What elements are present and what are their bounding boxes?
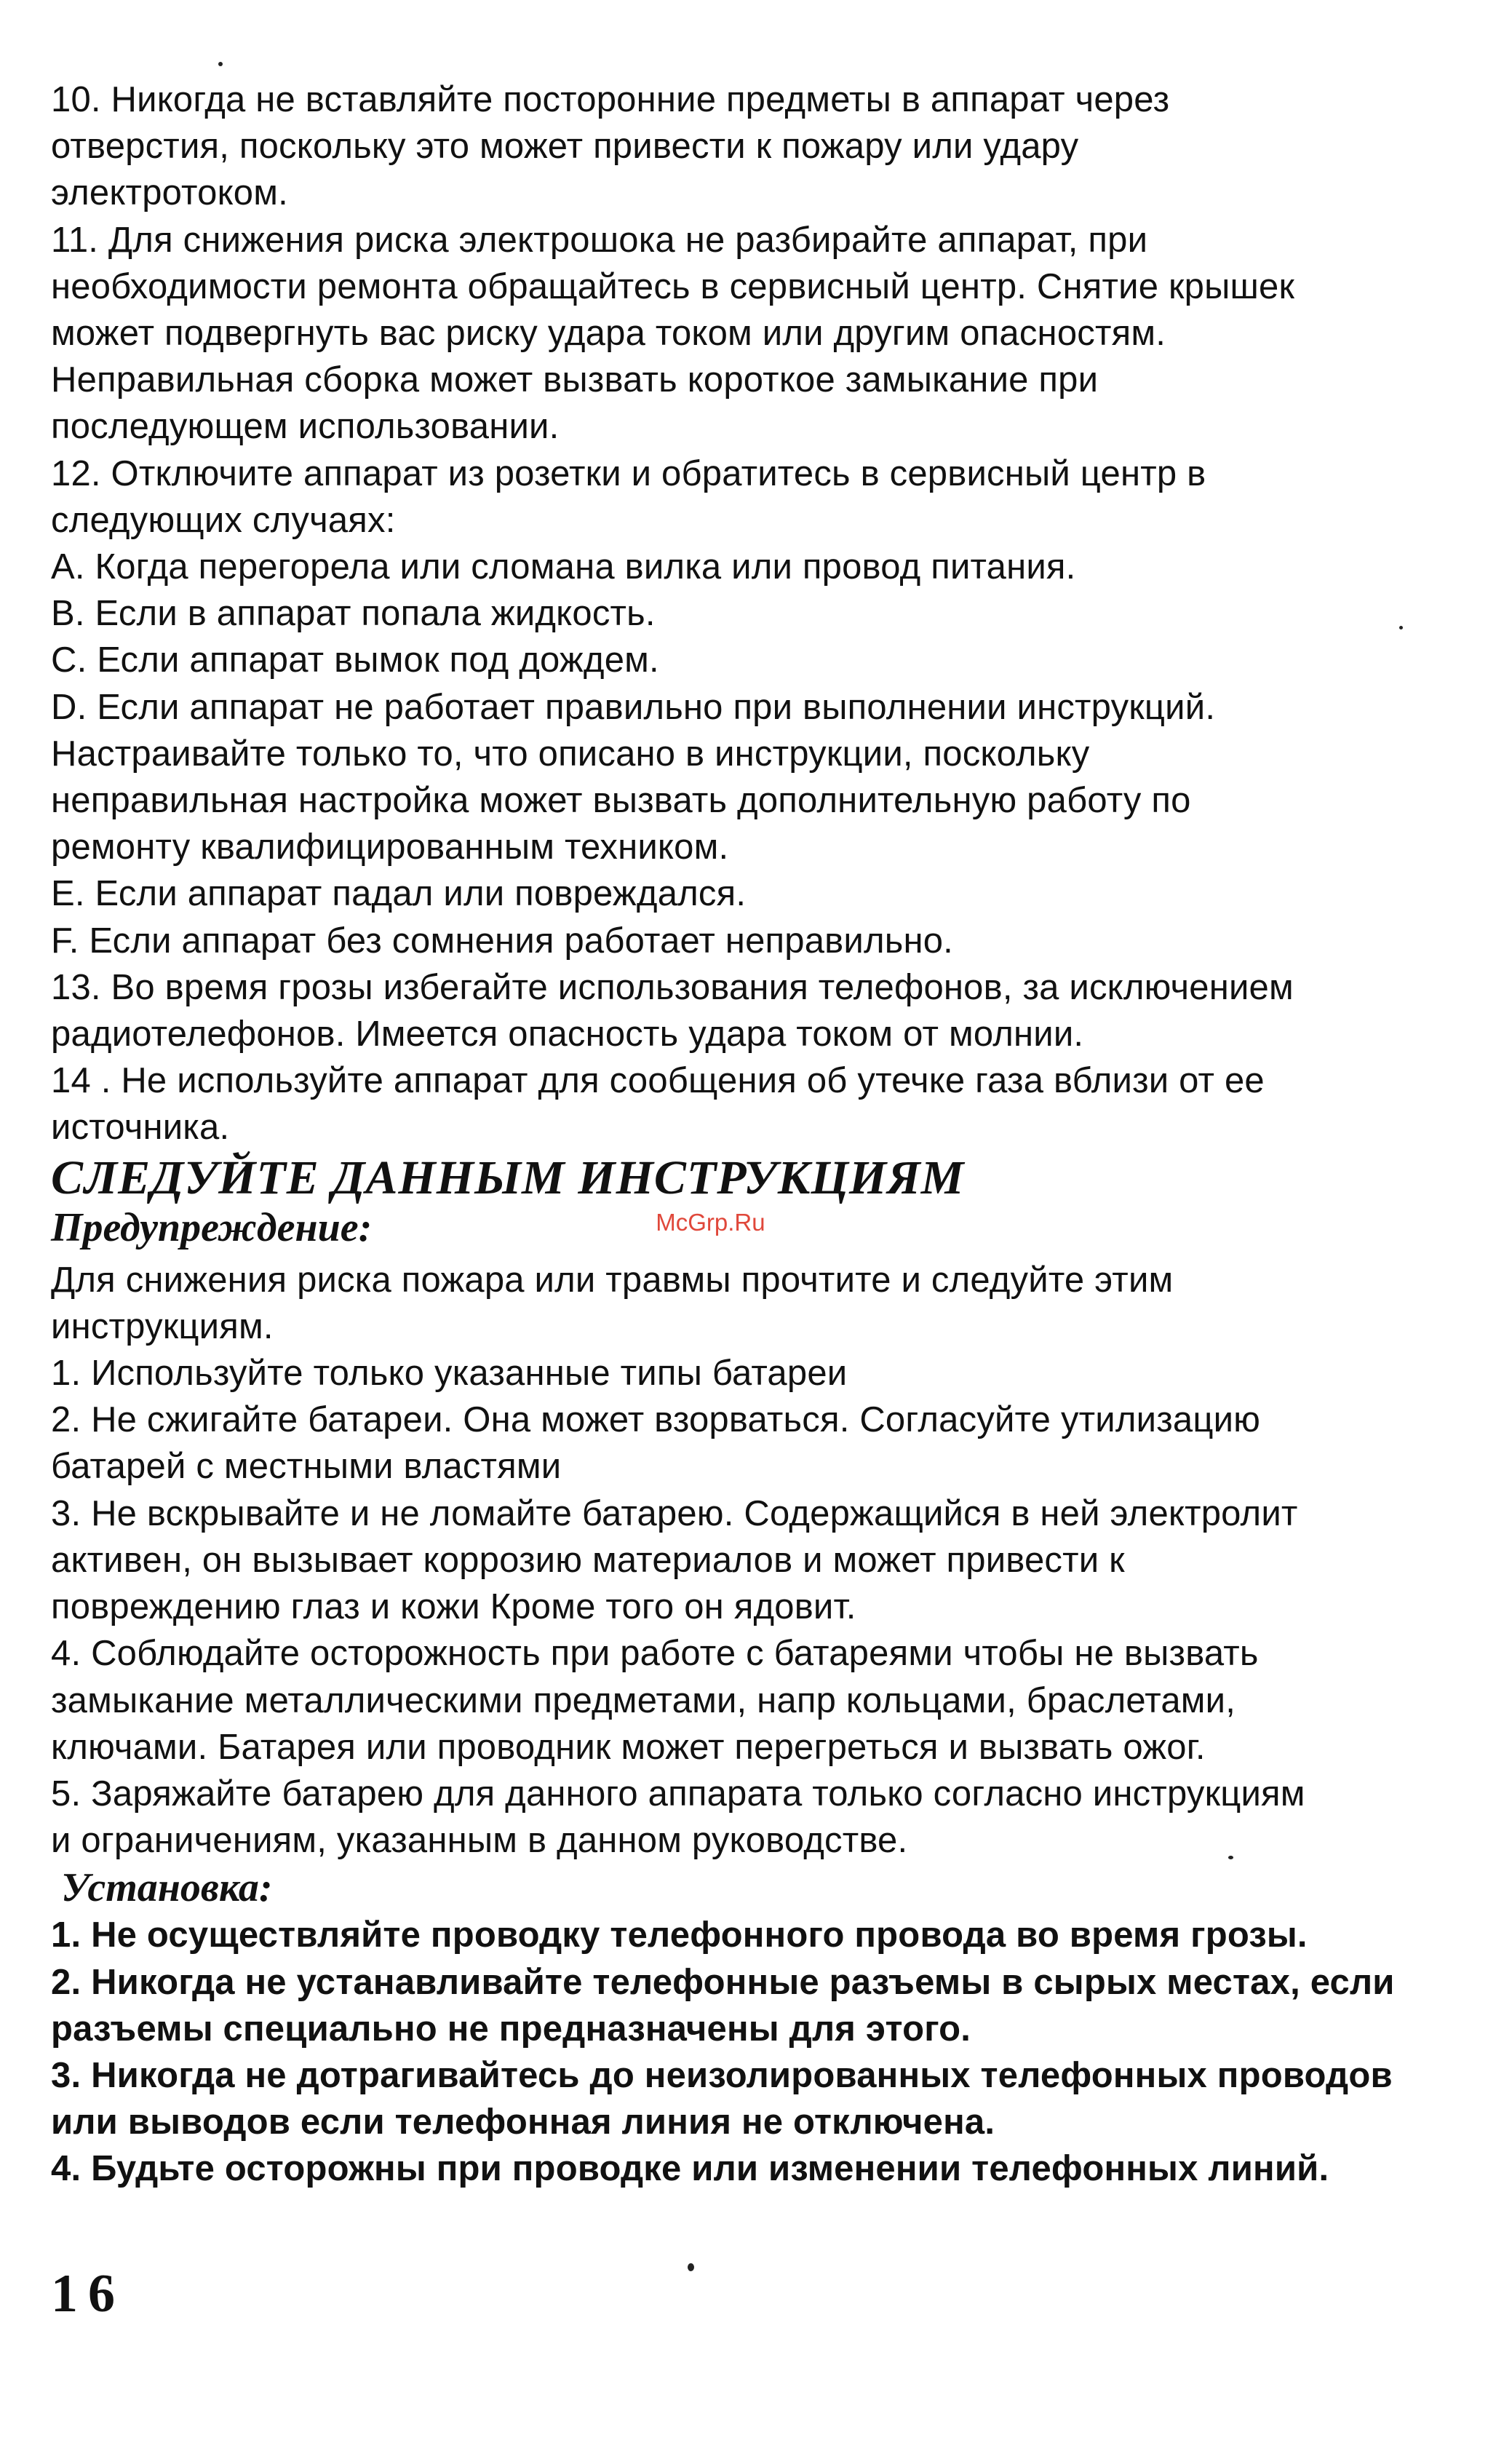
text-line: разъемы специально не предназначены для этого. [51, 2009, 971, 2049]
text-line: неправильная настройка может вызвать дополнительную работу по [51, 781, 1191, 821]
text-line: 10. Никогда не вставляйте посторонние предметы в аппарат через [51, 80, 1170, 119]
section-safety-items [51, 76, 1477, 1151]
text-line: 1. Не осуществляйте проводку телефонного провода во время грозы. [51, 1915, 1308, 1955]
document-page [51, 76, 1477, 2193]
text-line: электротоком. [51, 173, 288, 213]
text-line: 11. Для снижения риска электрошока не разбирайте аппарат, при [51, 220, 1148, 260]
text-line: Настраивайте только то, что описано в инструкции, поскольку [51, 734, 1090, 774]
text-line: следующих случаях: [51, 500, 396, 540]
text-line: последующем использовании. [51, 407, 560, 447]
text-line: Неправильная сборка может вызвать короткое замыкание при [51, 360, 1099, 400]
text-line: или выводов если телефонная линия не отключена. [51, 2102, 995, 2142]
text-line: 14 . Не используйте аппарат для сообщения об утечке газа вблизи от ее [51, 1061, 1265, 1101]
text-line: D. Если аппарат не работает правильно при выполнении инструкций. [51, 687, 1216, 727]
text-line: активен, он вызывает коррозию материалов и может привести к [51, 1540, 1125, 1580]
text-line: 2. Не сжигайте батареи. Она может взорваться. Согласуйте утилизацию [51, 1400, 1261, 1440]
scan-speck [1228, 1856, 1233, 1859]
section-installation [51, 1864, 1477, 2192]
page-number: 16 [51, 2264, 125, 2324]
warning-title-row [51, 1204, 1477, 1257]
scan-speck [218, 62, 223, 66]
text-line: A. Когда перегорела или сломана вилка или провод питания. [51, 547, 1076, 587]
text-line: необходимости ремонта обращайтесь в сервисный центр. Снятие крышек [51, 266, 1295, 306]
text-line: 4. Соблюдайте осторожность при работе с батареями чтобы не вызвать [51, 1634, 1259, 1674]
text-line: E. Если аппарат падал или повреждался. [51, 874, 747, 914]
text-line: F. Если аппарат без сомнения работает неправильно. [51, 921, 954, 961]
text-line: 3. Никогда не дотрагивайтесь до неизолированных телефонных проводов [51, 2055, 1393, 2095]
section-warning [51, 1204, 1477, 1864]
text-line: ключами. Батарея или проводник может перегреться и вызвать ожог. [51, 1727, 1206, 1767]
text-line: батарей с местными властями [51, 1447, 562, 1487]
text-line: радиотелефонов. Имеется опасность удара током от молнии. [51, 1014, 1084, 1054]
text-line: B. Если в аппарат попала жидкость. [51, 594, 656, 634]
watermark: McGrp.Ru [656, 1208, 765, 1236]
text-line: может подвергнуть вас риску удара током или другим опасностям. [51, 314, 1166, 354]
scan-speck [1399, 626, 1403, 629]
text-line: Для снижения риска пожара или травмы прочтите и следуйте этим [51, 1260, 1174, 1300]
scan-speck [688, 2263, 694, 2271]
text-line: отверстия, поскольку это может привести к пожару или удару [51, 127, 1079, 167]
text-line: 12. Отключите аппарат из розетки и обратитесь в сервисный центр в [51, 453, 1206, 493]
text-line: 13. Во время грозы избегайте использования телефонов, за исключением [51, 967, 1294, 1007]
text-line: 5. Заряжайте батарею для данного аппарата только согласно инструкциям [51, 1773, 1305, 1814]
warning-title: Предупреждение: [51, 1204, 373, 1250]
text-line: источника. [51, 1108, 230, 1148]
text-line: ремонту квалифицированным техником. [51, 827, 729, 867]
text-line: инструкциям. [51, 1306, 274, 1346]
text-line: повреждению глаз и кожи Кроме того он ядовит. [51, 1587, 856, 1627]
text-line: замыкание металлическими предметами, напр кольцами, браслетами, [51, 1680, 1236, 1720]
text-line: и ограничениям, указанным в данном руководстве. [51, 1821, 908, 1861]
text-line: C. Если аппарат вымок под дождем. [51, 640, 659, 680]
text-line: 1. Используйте только указанные типы батареи [51, 1354, 848, 1394]
installation-title: Установка: [61, 1865, 273, 1911]
text-line: 2. Никогда не устанавливайте телефонные разъемы в сырых местах, если [51, 1962, 1395, 2002]
text-line: 3. Не вскрывайте и не ломайте батарею. Содержащийся в ней электролит [51, 1493, 1298, 1533]
text-line: 4. Будьте осторожны при проводке или изменении телефонных линий. [51, 2149, 1329, 2189]
section-heading: СЛЕДУЙТЕ ДАННЫМ ИНСТРУКЦИЯМ [51, 1151, 965, 1204]
